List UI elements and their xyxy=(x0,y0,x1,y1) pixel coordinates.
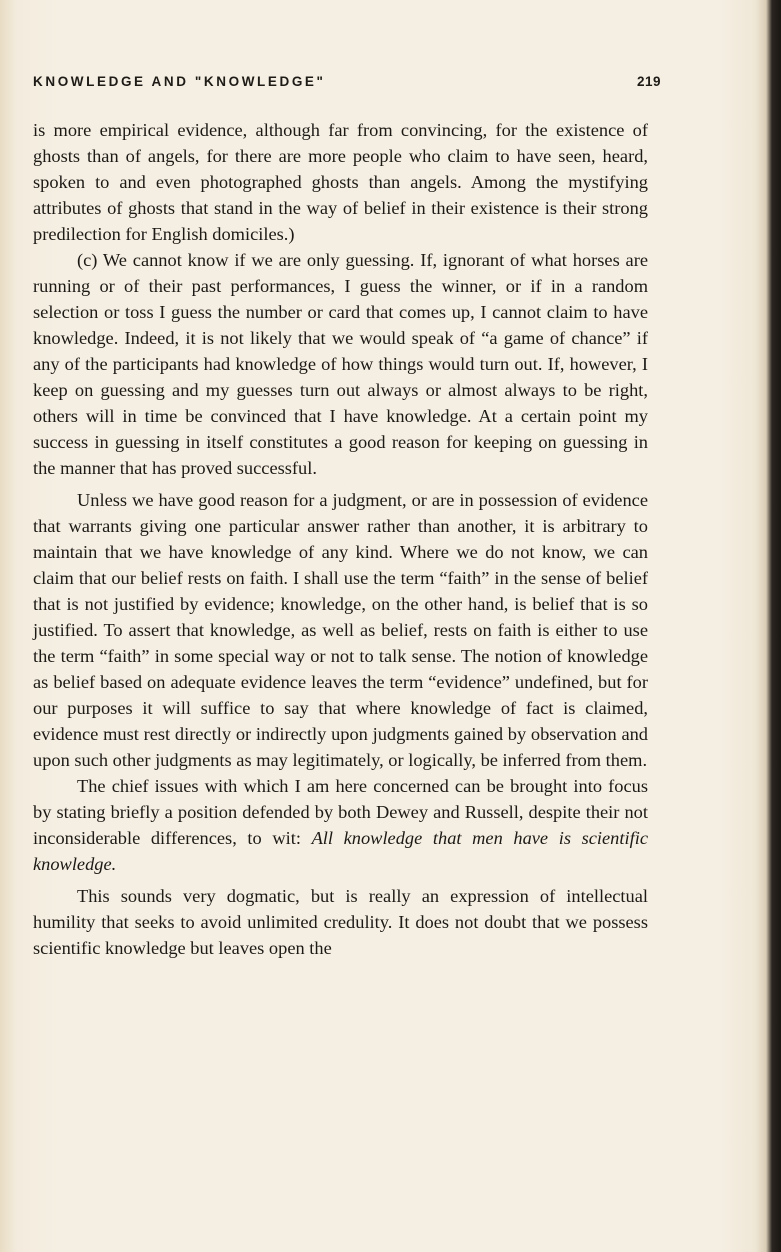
body-text xyxy=(33,117,648,961)
running-title: KNOWLEDGE AND "KNOWLEDGE" xyxy=(33,74,326,89)
paragraph-4-italic: All knowledge that men have is scientific knowledge. xyxy=(33,828,648,874)
paragraph-5: This sounds very dogmatic, but is really an expression of intellectual humility that seeks to avoid unlimited credulity. It does not doubt that we possess scientific knowledge but leaves open the xyxy=(33,886,648,958)
paragraph-2: (c) We cannot know if we are only guessing. If, ignorant of what horses are running or of their past performances, I guess the winner, or if in a random selection or toss I guess the number or card that comes up, I cannot claim to have knowledge. Indeed, it is not likely that we would speak of “a game of chance” if any of the participants had knowledge of how things would turn out. If, however, I keep on guessing and my guesses turn out always or almost always to be right, others will in time be convinced that I have knowledge. At a certain point my success in guessing in itself constitutes a good reason for keeping on guessing in the manner that has proved successful. xyxy=(33,250,648,478)
paragraph-1: is more empirical evidence, although far from convincing, for the existence of ghosts than of angels, for there are more people who claim to have seen, heard, spoken to and even photographed ghosts than angels. Among the mystifying attributes of ghosts that stand in the way of belief in their existence is their strong predilection for English domiciles.) xyxy=(33,120,648,244)
running-head xyxy=(33,74,661,96)
page-number: 219 xyxy=(636,74,661,89)
paragraph-3: Unless we have good reason for a judgment, or are in possession of evidence that warrants giving one particular answer rather than another, it is arbitrary to maintain that we have knowledge of any kind. Where we do not know, we can claim that our belief rests on faith. I shall use the term “faith” in the sense of belief that is not justified by evidence; knowledge, on the other hand, is belief that is so justified. To assert that knowledge, as well as belief, rests on faith is either to use the term “faith” in some special way or not to talk sense. The notion of knowledge as belief based on adequate evidence leaves the term “evidence” undefined, but for our purposes it will suffice to say that where knowledge of fact is claimed, evidence must rest directly or indirectly upon judgments gained by observation and upon such other judgments as may legitimately, or logically, be inferred from them. xyxy=(33,490,648,770)
paragraph-4-text: The chief issues with which I am here concerned can be brought into focus by stating briefly a position defended by both Dewey and Russell, despite their not inconsiderable differences, to wit: xyxy=(33,776,648,848)
paragraph-4 xyxy=(33,773,648,877)
